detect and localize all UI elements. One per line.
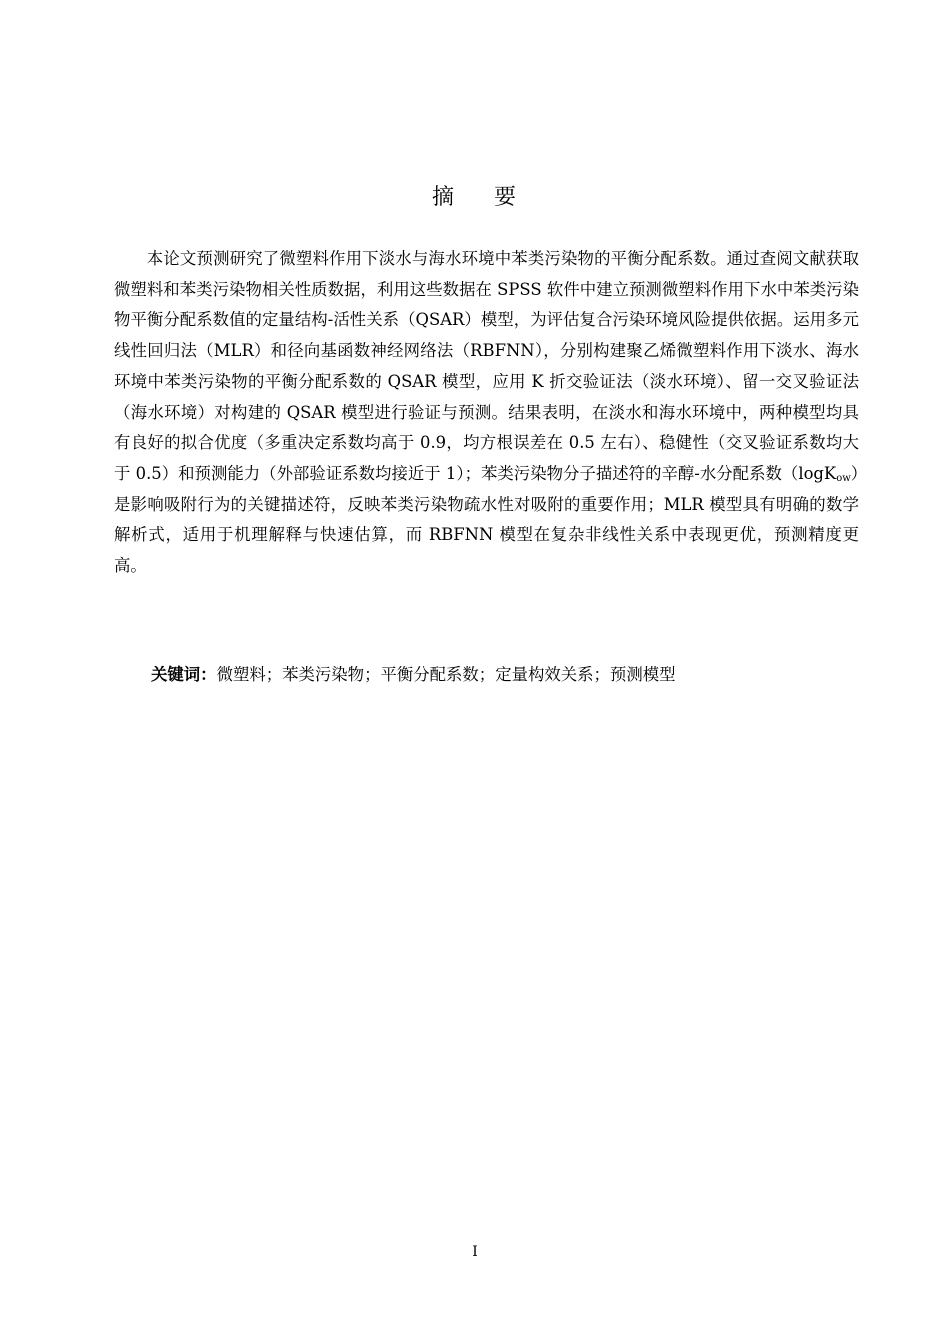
title-char-1: 摘 [431, 185, 456, 210]
keywords-label: 关键词： [151, 665, 217, 684]
title-char-2: 要 [494, 185, 519, 210]
page-number: I [472, 1244, 478, 1260]
abstract-text-part-2: ）是影响吸附行为的关键描述符，反映苯类污染物疏水性对吸附的重要作用；MLR 模型具有明确的数学解析式，适用于机理解释与快速估算，而 RBFNN 模型在复杂非线性关系中表现更优，预测精度更高。 [114, 463, 859, 576]
keywords-text: 微塑料；苯类污染物；平衡分配系数；定量构效关系；预测模型 [216, 665, 676, 684]
abstract-paragraph [114, 244, 859, 582]
abstract-text-part-1: 本论文预测研究了微塑料作用下淡水与海水环境中苯类污染物的平衡分配系数。通过查阅文献获取微塑料和苯类污染物相关性质数据，利用这些数据在 SPSS 软件中建立预测微塑料作用下水中苯类污染物平衡分配系数值的定量结构-活性关系（QSAR）模型，为评估复合污染环境风险提供依据。运用多元线性回归法（MLR）和径向基函数神经网络法（RBFNN），分别构建聚乙烯微塑料作用下淡水、海水环境中苯类污染物的平衡分配系数的 QSAR 模型，应用 K 折交验证法（淡水环境）、留一交叉验证法（海水环境）对构建的 QSAR 模型进行验证与预测。结果表明，在淡水和海水环境中，两种模型均具有良好的拟合优度（多重决定系数均高于 0.9，均方根误差在 0.5 左右）、稳健性（交叉验证系数均大于 0.5）和预测能力（外部验证系数均接近于 1）；苯类污染物分子描述符的辛醇-水分配系数（logK [114, 249, 859, 483]
keywords-line [151, 661, 871, 689]
abstract-subscript: ow [836, 472, 851, 484]
page-title [0, 180, 950, 211]
